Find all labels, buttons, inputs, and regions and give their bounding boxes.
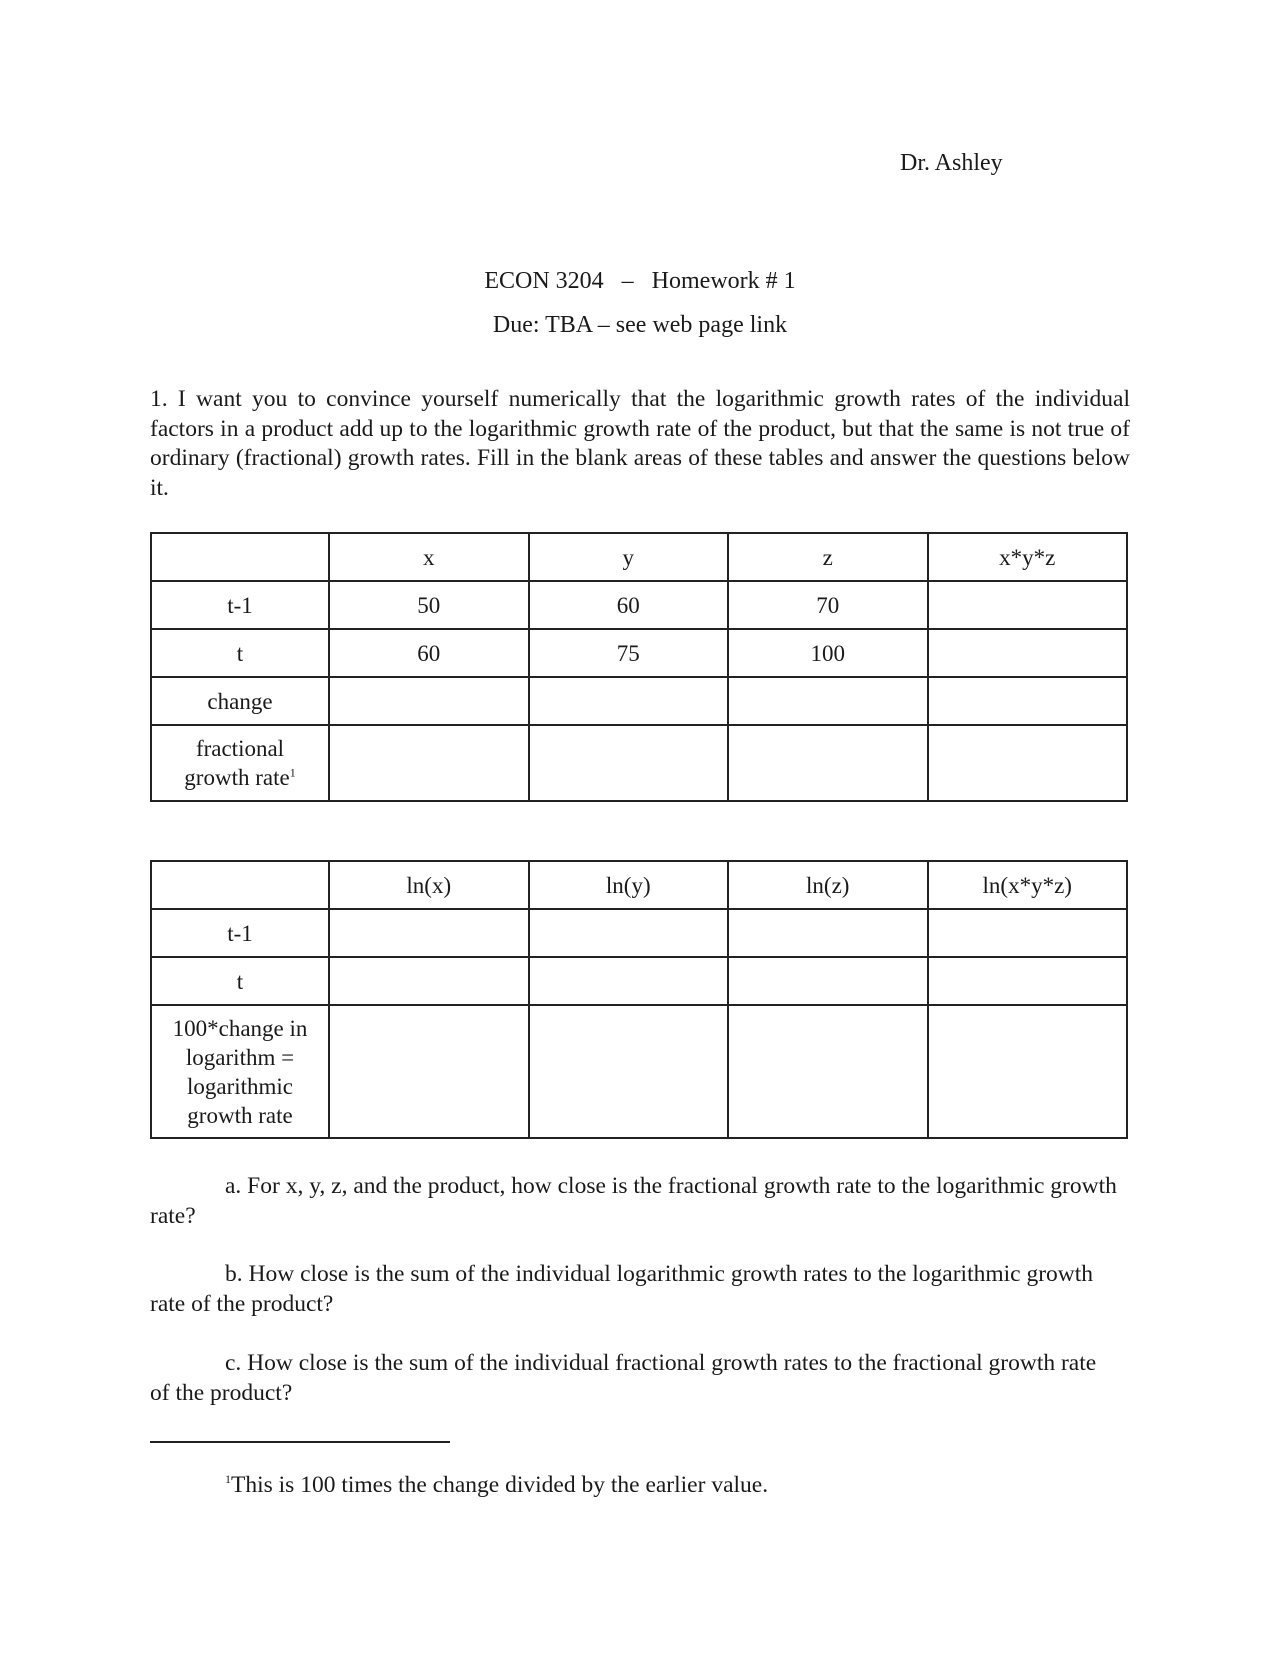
table-cell: 60 [529, 581, 729, 629]
blank-cell [529, 909, 729, 957]
blank-cell [529, 725, 729, 801]
row-label-line: 100*change in [172, 1015, 308, 1041]
question-c [150, 1349, 1120, 1408]
footnote-marker: 1 [289, 765, 296, 780]
blank-cell [928, 629, 1128, 677]
table-row [151, 581, 1127, 629]
blank-cell [728, 725, 928, 801]
table-row [151, 909, 1127, 957]
table-cell: 60 [329, 629, 529, 677]
blank-cell [329, 677, 529, 725]
author-name: Dr. Ashley [900, 150, 1003, 176]
header-cell: x [329, 533, 529, 581]
row-label: change [151, 677, 329, 725]
question-b-text: b. How close is the sum of the individual logarithmic growth rates to the logarithmic growth rate of the product? [150, 1261, 1094, 1317]
table-row [151, 677, 1127, 725]
table-cell: 50 [329, 581, 529, 629]
title-dash: – [621, 268, 634, 294]
header-cell: ln(x*y*z) [928, 861, 1128, 909]
log-growth-table [150, 860, 1128, 1139]
question-a [150, 1172, 1120, 1231]
blank-cell [928, 1005, 1128, 1138]
header-cell: ln(z) [728, 861, 928, 909]
header-cell: ln(y) [529, 861, 729, 909]
footnote [225, 1472, 768, 1499]
blank-cell [329, 725, 529, 801]
blank-cell [928, 581, 1128, 629]
blank-cell [529, 1005, 729, 1138]
header-cell: x*y*z [928, 533, 1128, 581]
header-cell: z [728, 533, 928, 581]
blank-cell [329, 1005, 529, 1138]
question-b [150, 1260, 1120, 1319]
header-cell: ln(x) [329, 861, 529, 909]
row-label [151, 725, 329, 801]
blank-cell [529, 677, 729, 725]
table-cell: 70 [728, 581, 928, 629]
table-cell: 75 [529, 629, 729, 677]
course-code: ECON 3204 [484, 268, 604, 294]
row-label-line: logarithm = [185, 1044, 295, 1070]
row-label-line: fractional [195, 736, 285, 761]
blank-cell [928, 677, 1128, 725]
blank-cell [928, 957, 1128, 1005]
header-cell: y [529, 533, 729, 581]
blank-cell [928, 909, 1128, 957]
assignment-name: Homework # 1 [651, 268, 796, 294]
header-cell [151, 861, 329, 909]
row-label: t-1 [151, 909, 329, 957]
row-label: t [151, 629, 329, 677]
table-header-row [151, 533, 1127, 581]
blank-cell [928, 725, 1128, 801]
blank-cell [728, 677, 928, 725]
course-title [0, 268, 1280, 295]
row-label-line: growth rate [187, 1102, 293, 1128]
footnote-text: This is 100 times the change divided by the earlier value. [231, 1472, 769, 1498]
growth-rate-table [150, 532, 1128, 802]
footnote-divider [150, 1441, 450, 1443]
blank-cell [728, 909, 928, 957]
blank-cell [329, 957, 529, 1005]
question-c-text: c. How close is the sum of the individual fractional growth rates to the fractional growth rate of the product? [150, 1350, 1097, 1406]
row-label [151, 1005, 329, 1138]
row-label: t-1 [151, 581, 329, 629]
table-row [151, 1005, 1127, 1138]
table-cell: 100 [728, 629, 928, 677]
row-label: t [151, 957, 329, 1005]
due-date: Due: TBA – see web page link [492, 312, 788, 338]
footnote-marker: 1 [225, 1472, 231, 1487]
table-row [151, 725, 1127, 801]
table-row [151, 629, 1127, 677]
blank-cell [728, 1005, 928, 1138]
row-label-line: logarithmic [186, 1073, 294, 1099]
header-cell [151, 533, 329, 581]
blank-cell [728, 957, 928, 1005]
question-a-text: a. For x, y, z, and the product, how close is the fractional growth rate to the logarithmic growth rate? [150, 1173, 1117, 1229]
table-row [151, 957, 1127, 1005]
table-header-row [151, 861, 1127, 909]
blank-cell [529, 957, 729, 1005]
row-label-line: growth rate [184, 765, 290, 790]
question-1-intro: 1. I want you to convince yourself numerically that the logarithmic growth rates of the individual factors in a product add up to the logarithmic growth rate of the product, but that the same is not true of ordinary (fractional) growth rates. Fill in the blank areas of these tables and answer the questions below it. [150, 386, 1130, 501]
blank-cell [329, 909, 529, 957]
